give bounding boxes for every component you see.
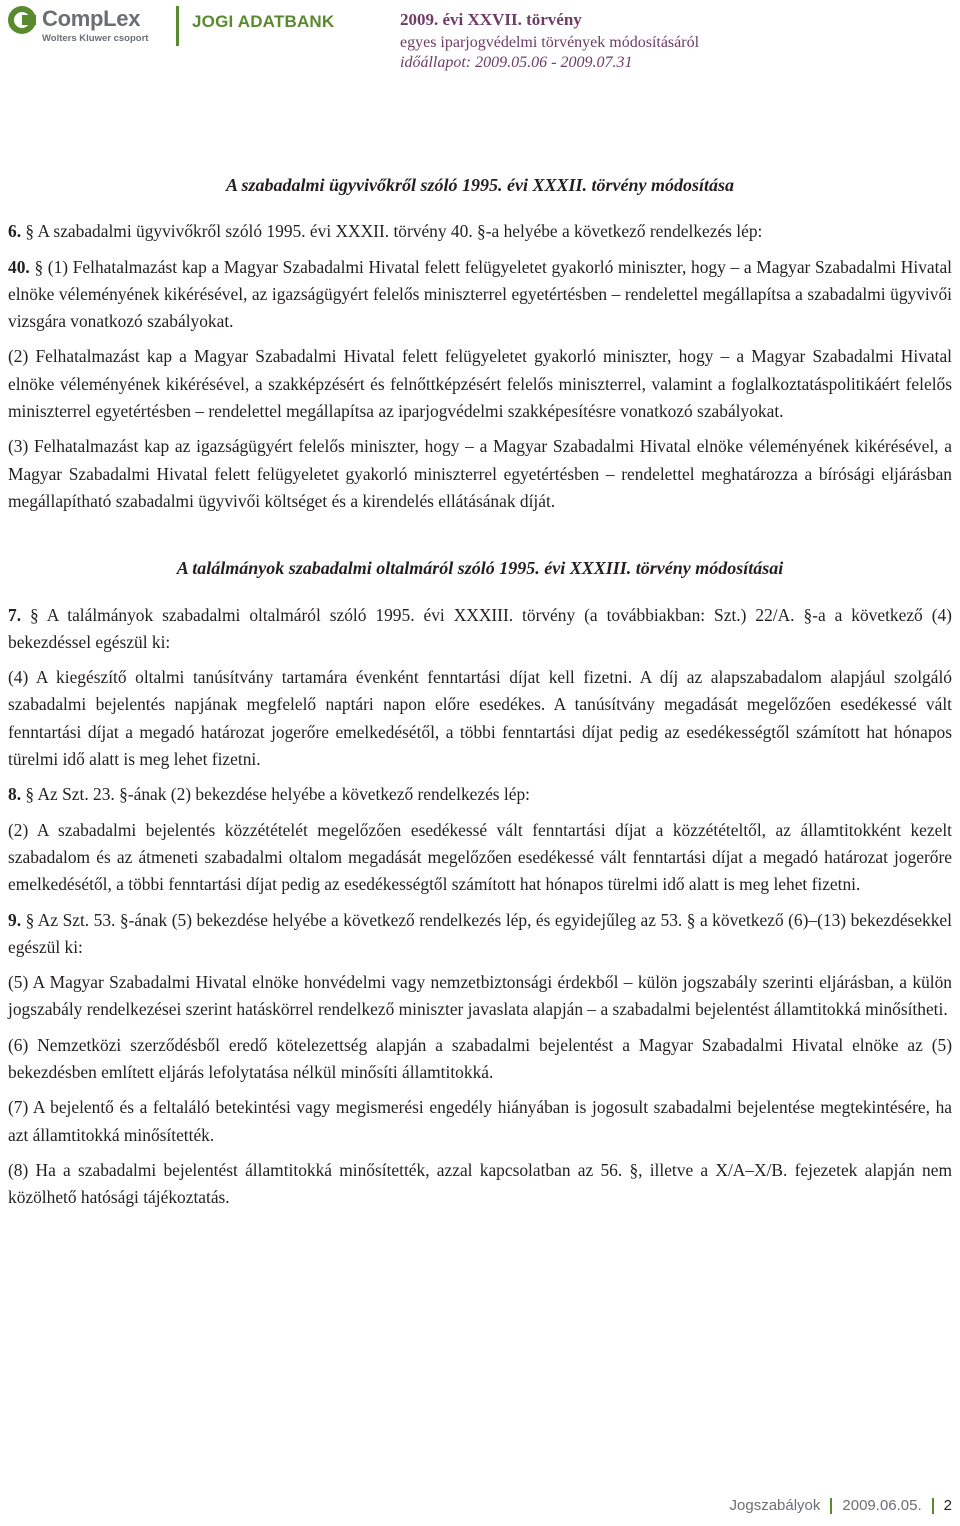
paragraph <box>8 907 952 962</box>
logo-name: CompLex <box>42 6 141 31</box>
complex-logo <box>8 6 158 46</box>
paragraph: (5) A Magyar Szabadalmi Hivatal elnöke honvédelmi vagy nemzetbiztonsági érdekből – külön jogszabály szerinti eljárásban, a külön jogszabály rendelkezései szerint hatáskörrel rendelkező miniszter javaslata alapján – a szabadalmi bejelentést államtitokká minősítheti. <box>8 972 952 1020</box>
paragraph-text: § Az Szt. 53. §-ának (5) bekezdése helyébe a következő rendelkezés lép, és egyidejűleg az 53. § a következő (6)–(13) bekezdésekkel egészül ki: <box>8 909 952 957</box>
paragraph-number: 6. <box>8 221 22 242</box>
footer-separator <box>830 1498 832 1514</box>
paragraph: (2) A szabadalmi bejelentés közzétételét megelőzően esedékessé vált fenntartási díjat a közzétételtől, az államtitokként kezelt szabadalom és az átmeneti szabadalmi oltalom megadását megelőzően esedékessé vált fenntartási díjat a megadó határozat jogerőre emelkedésétől, a többi fenntartási díjat pedig az esedékességtől számított hat hónapos türelmi idő alatt is meg lehet fizetni. <box>8 819 952 895</box>
law-number: 2009. évi XXVII. törvény <box>400 10 582 29</box>
paragraph-text: § Az Szt. 23. §-ának (2) bekezdése helyébe a következő rendelkezés lép: <box>25 784 530 805</box>
paragraph-number: 7. <box>8 604 22 625</box>
paragraph: (3) Felhatalmazást kap az igazságügyért felelős miniszter, hogy – a Magyar Szabadalmi Hivatal elnöke véleményének kikérésével, a Magyar Szabadalmi Hivatal felett felügyeletet gyakorló miniszterrel egyetértésben – rendelettel meghatározza a bírósági eljárásban megállapítható szabadalmi ügyvivői költséget és a kirendelés ellátásának díját. <box>8 436 952 511</box>
section-title: A találmányok szabadalmi oltalmáról szóló 1995. évi XXXIII. törvény módosításai <box>176 558 784 579</box>
paragraph-text: § A találmányok szabadalmi oltalmáról szóló 1995. évi XXXIII. törvény (a továbbiakban: Szt.) 22/A. §-a a következő (4) bekezdéssel egészül ki: <box>8 604 952 652</box>
law-subject: egyes iparjogvédelmi törvények módosításáról <box>400 34 700 51</box>
paragraph <box>8 254 952 336</box>
jogi-adatbank-logo: JOGI ADATBANK <box>192 12 335 31</box>
paragraph: (8) Ha a szabadalmi bejelentést államtitokká minősítették, azzal kapcsolatban az 56. §, illetve a X/A–X/B. fejezetek alapján nem közölhető hatósági tájékoztatás. <box>8 1159 952 1208</box>
page-footer <box>730 1497 952 1514</box>
document-body <box>8 172 952 1212</box>
paragraph: (7) A bejelentő és a feltaláló betekintési vagy megismerési engedély hiányában is jogosult szabadalmi bejelentése megtekintésére, ha azt államtitokká minősítették. <box>8 1097 952 1145</box>
section-title: A szabadalmi ügyvivőkről szóló 1995. évi XXXII. törvény módosítása <box>225 175 735 195</box>
paragraph <box>8 602 952 657</box>
footer-separator <box>932 1498 934 1514</box>
footer-label: Jogszabályok <box>729 1497 821 1514</box>
paragraph: (4) A kiegészítő oltalmi tanúsítvány tartamára évenként fenntartási díjat kell fizetni. A díj az alapszabadalom alapjául szolgáló szabadalmi bejelentés napjának megfelelő naptári napon előre esedékes. A tanúsítvány megadását megelőzően esedékessé vált fenntartási díjat a megadó határozat jogerőre emelkedésétől, a többi fenntartási díjat pedig az esedékességtől számított hat hónapos türelmi idő alatt is meg lehet fizetni. <box>8 667 952 770</box>
paragraph-number: 8. <box>8 784 22 805</box>
paragraph: (6) Nemzetközi szerződésből eredő kötelezettség alapján a szabadalmi bejelentést a Magyar Szabadalmi Hivatal elnöke az (5) bekezdésben említett eljárás lefolytatása nélkül minősíti államtitokká. <box>8 1034 952 1083</box>
header-divider <box>176 6 179 46</box>
paragraph <box>8 218 952 245</box>
validity-period: időállapot: 2009.05.06 - 2009.07.31 <box>400 54 633 71</box>
paragraph-text: § (1) Felhatalmazást kap a Magyar Szabadalmi Hivatal felett felügyeletet gyakorló miniszter, hogy – a Magyar Szabadalmi Hivatal elnöke véleményének kikérésével, az igazságügyért felelős miniszterrel egyetértésben – rendelettel megállapítsa a szabadalmi ügyvivői vizsgára vonatkozó szabályokat. <box>8 256 952 332</box>
paragraph-number: 40. <box>8 256 30 277</box>
page-header <box>0 0 960 71</box>
document-header-title <box>400 10 699 72</box>
complex-logo-mark-icon <box>8 6 36 34</box>
paragraph: (2) Felhatalmazást kap a Magyar Szabadalmi Hivatal felett felügyeletet gyakorló miniszter, hogy – a Magyar Szabadalmi Hivatal elnöke véleményének kikérésével, a szakképzésért és felnőttképzésért felelős miniszterrel, valamint a foglalkoztatáspolitikáért felelős miniszterrel egyetértésben – rendelettel megállapítsa az iparjogvédelmi szakképesítésre vonatkozó szabályokat. <box>8 346 952 422</box>
paragraph-number: 9. <box>8 909 22 930</box>
footer-date: 2009.06.05. <box>842 1497 922 1514</box>
paragraph <box>8 781 952 808</box>
paragraph-text: § A szabadalmi ügyvivőkről szóló 1995. évi XXXII. törvény 40. §-a helyébe a következő rendelkezés lép: <box>25 221 763 242</box>
logo-subtitle: Wolters Kluwer csoport <box>42 33 149 44</box>
page-number: 2 <box>943 1497 952 1514</box>
